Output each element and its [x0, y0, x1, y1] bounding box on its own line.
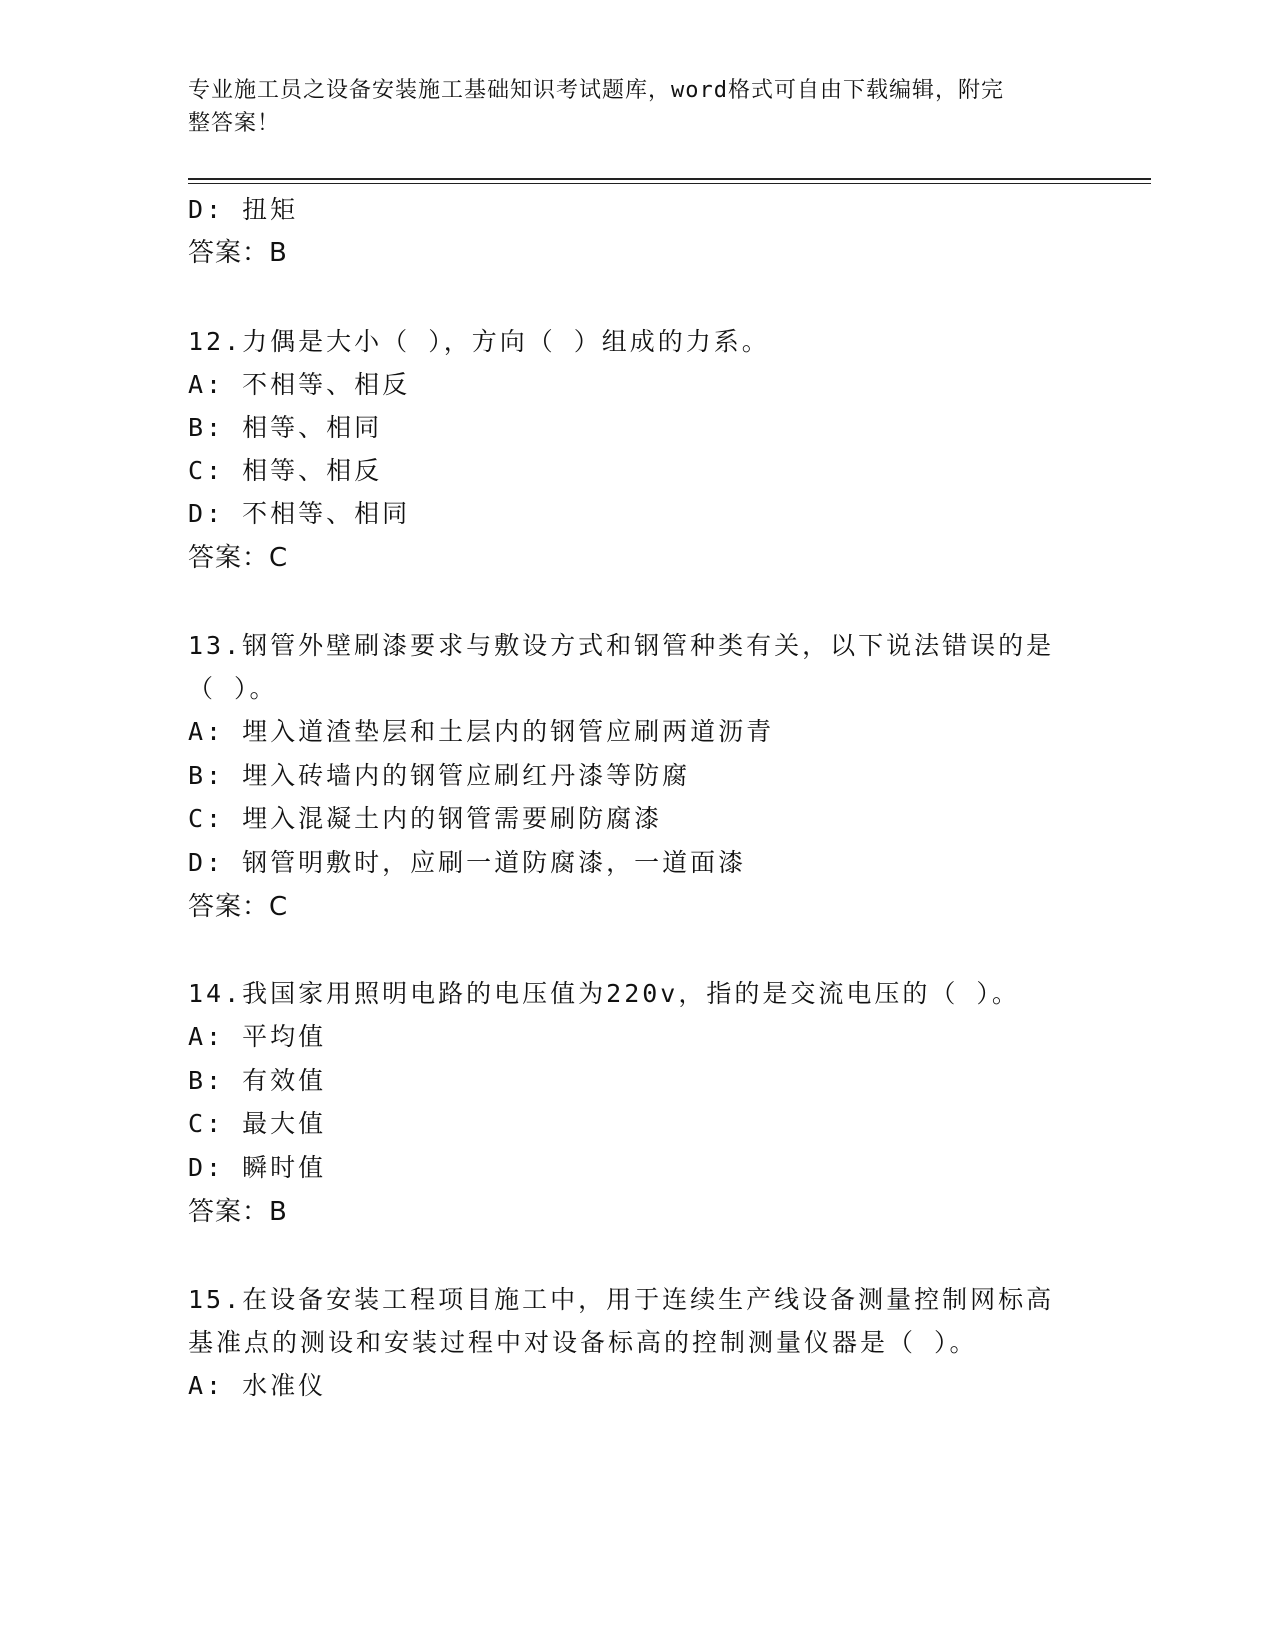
- q12-option-d: D: 不相等、相同: [188, 499, 411, 528]
- header-divider-thin: [188, 183, 1151, 184]
- q13-stem-line-2: （ ）。: [188, 674, 278, 703]
- q14-option-c: C: 最大值: [188, 1109, 327, 1138]
- q14-stem: 14.我国家用照明电路的电压值为220v，指的是交流电压的（ ）。: [188, 979, 1020, 1008]
- q13-answer: 答案：C: [188, 892, 289, 922]
- header-divider-thick: [188, 178, 1151, 180]
- q14-option-a: A: 平均值: [188, 1022, 327, 1051]
- header-line-1: 专业施工员之设备安装施工基础知识考试题库，word格式可自由下载编辑，附完: [188, 78, 1004, 103]
- q12-answer: 答案：C: [188, 543, 289, 573]
- header-line-2: 整答案！: [188, 111, 281, 136]
- q12-option-b: B: 相等、相同: [188, 413, 383, 442]
- q15-option-a: A: 水准仪: [188, 1371, 327, 1400]
- page-header: [188, 74, 1078, 140]
- q14-answer: 答案：B: [188, 1197, 288, 1227]
- q14-option-b: B: 有效值: [188, 1066, 327, 1095]
- q12-option-a: A: 不相等、相反: [188, 370, 411, 399]
- prev-option-d: D: 扭矩: [188, 195, 299, 224]
- q13-option-c: C: 埋入混凝土内的钢管需要刷防腐漆: [188, 804, 663, 833]
- q13-stem-line-1: 13.钢管外壁刷漆要求与敷设方式和钢管种类有关，以下说法错误的是: [188, 631, 1055, 660]
- q14-option-d: D: 瞬时值: [188, 1153, 327, 1182]
- q13-option-b: B: 埋入砖墙内的钢管应刷红丹漆等防腐: [188, 761, 691, 790]
- q15-stem-line-2: 基准点的测设和安装过程中对设备标高的控制测量仪器是（ ）。: [188, 1328, 978, 1357]
- q12-stem: 12.力偶是大小（ ），方向（ ）组成的力系。: [188, 327, 770, 356]
- q12-option-c: C: 相等、相反: [188, 456, 383, 485]
- q13-option-a: A: 埋入道渣垫层和土层内的钢管应刷两道沥青: [188, 717, 775, 746]
- q13-option-d: D: 钢管明敷时，应刷一道防腐漆，一道面漆: [188, 848, 747, 877]
- q15-stem-line-1: 15.在设备安装工程项目施工中，用于连续生产线设备测量控制网标高: [188, 1285, 1055, 1314]
- prev-answer: 答案：B: [188, 238, 288, 268]
